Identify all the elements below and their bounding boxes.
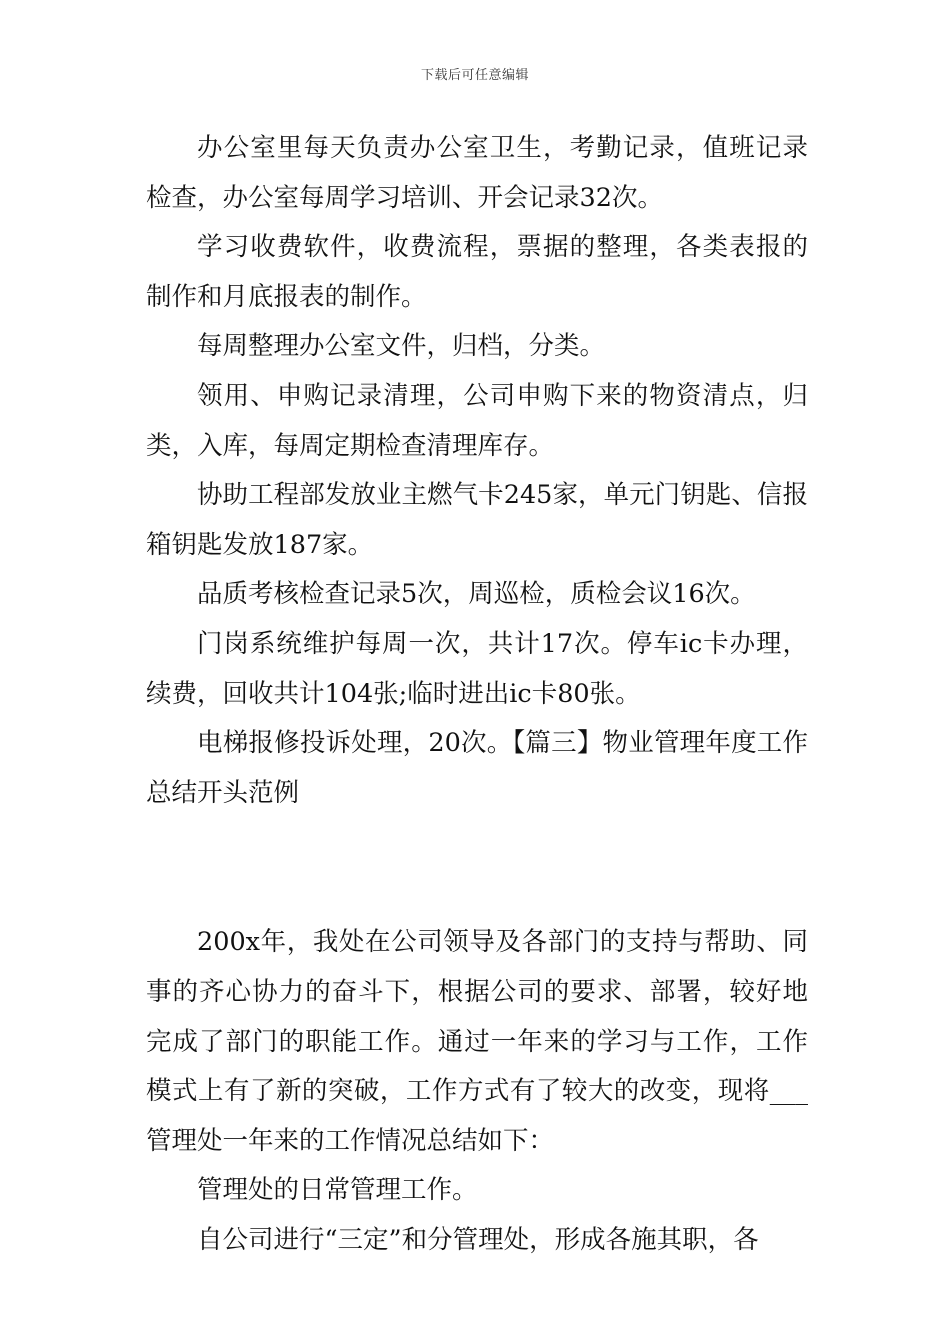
paragraph-file-archiving: 每周整理办公室文件，归档，分类。 — [197, 331, 606, 362]
paragraph-annual-summary-intro: 200x年，我处在公司领导及各部门的支持与帮助、同事的齐心协力的奋斗下，根据公司的要求、部署，较好地完成了部门的职能工作。通过一年来的学习与工作，工作模式上有了新的突破，工作方式有了较大的改变，现将___管理处一年来的工作情况总结如下： — [146, 927, 808, 1156]
section-gap — [146, 818, 808, 918]
paragraph-gate-system: 门岗系统维护每周一次，共计17次。停车ic卡办理，续费，回收共计104张;临时进出ic卡80张。 — [146, 628, 808, 709]
paragraph-three-fixes: 自公司进行“三定”和分管理处，形成各施其职，各 — [197, 1224, 759, 1255]
paragraph-daily-management: 管理处的日常管理工作。 — [197, 1175, 478, 1206]
paragraph-office-duties: 办公室里每天负责办公室卫生，考勤记录，值班记录检查，办公室每周学习培训、开会记录32次。 — [146, 133, 808, 213]
paragraph-procurement: 领用、申购记录清理，公司申购下来的物资清点，归类，入库，每周定期检查清理库存。 — [146, 380, 808, 461]
paragraph-elevator-section-three: 电梯报修投诉处理，20次。【篇三】物业管理年度工作总结开头范例 — [146, 728, 808, 808]
page-header-note: 下载后可任意编辑 — [420, 68, 529, 83]
paragraph-gas-cards-keys: 协助工程部发放业主燃气卡245家，单元门钥匙、信报箱钥匙发放187家。 — [146, 480, 808, 560]
paragraph-billing-software: 学习收费软件，收费流程，票据的整理，各类表报的制作和月底报表的制作。 — [146, 232, 808, 312]
paragraph-quality-checks: 品质考核检查记录5次，周巡检，质检会议16次。 — [197, 579, 756, 610]
document-body — [146, 124, 808, 1265]
